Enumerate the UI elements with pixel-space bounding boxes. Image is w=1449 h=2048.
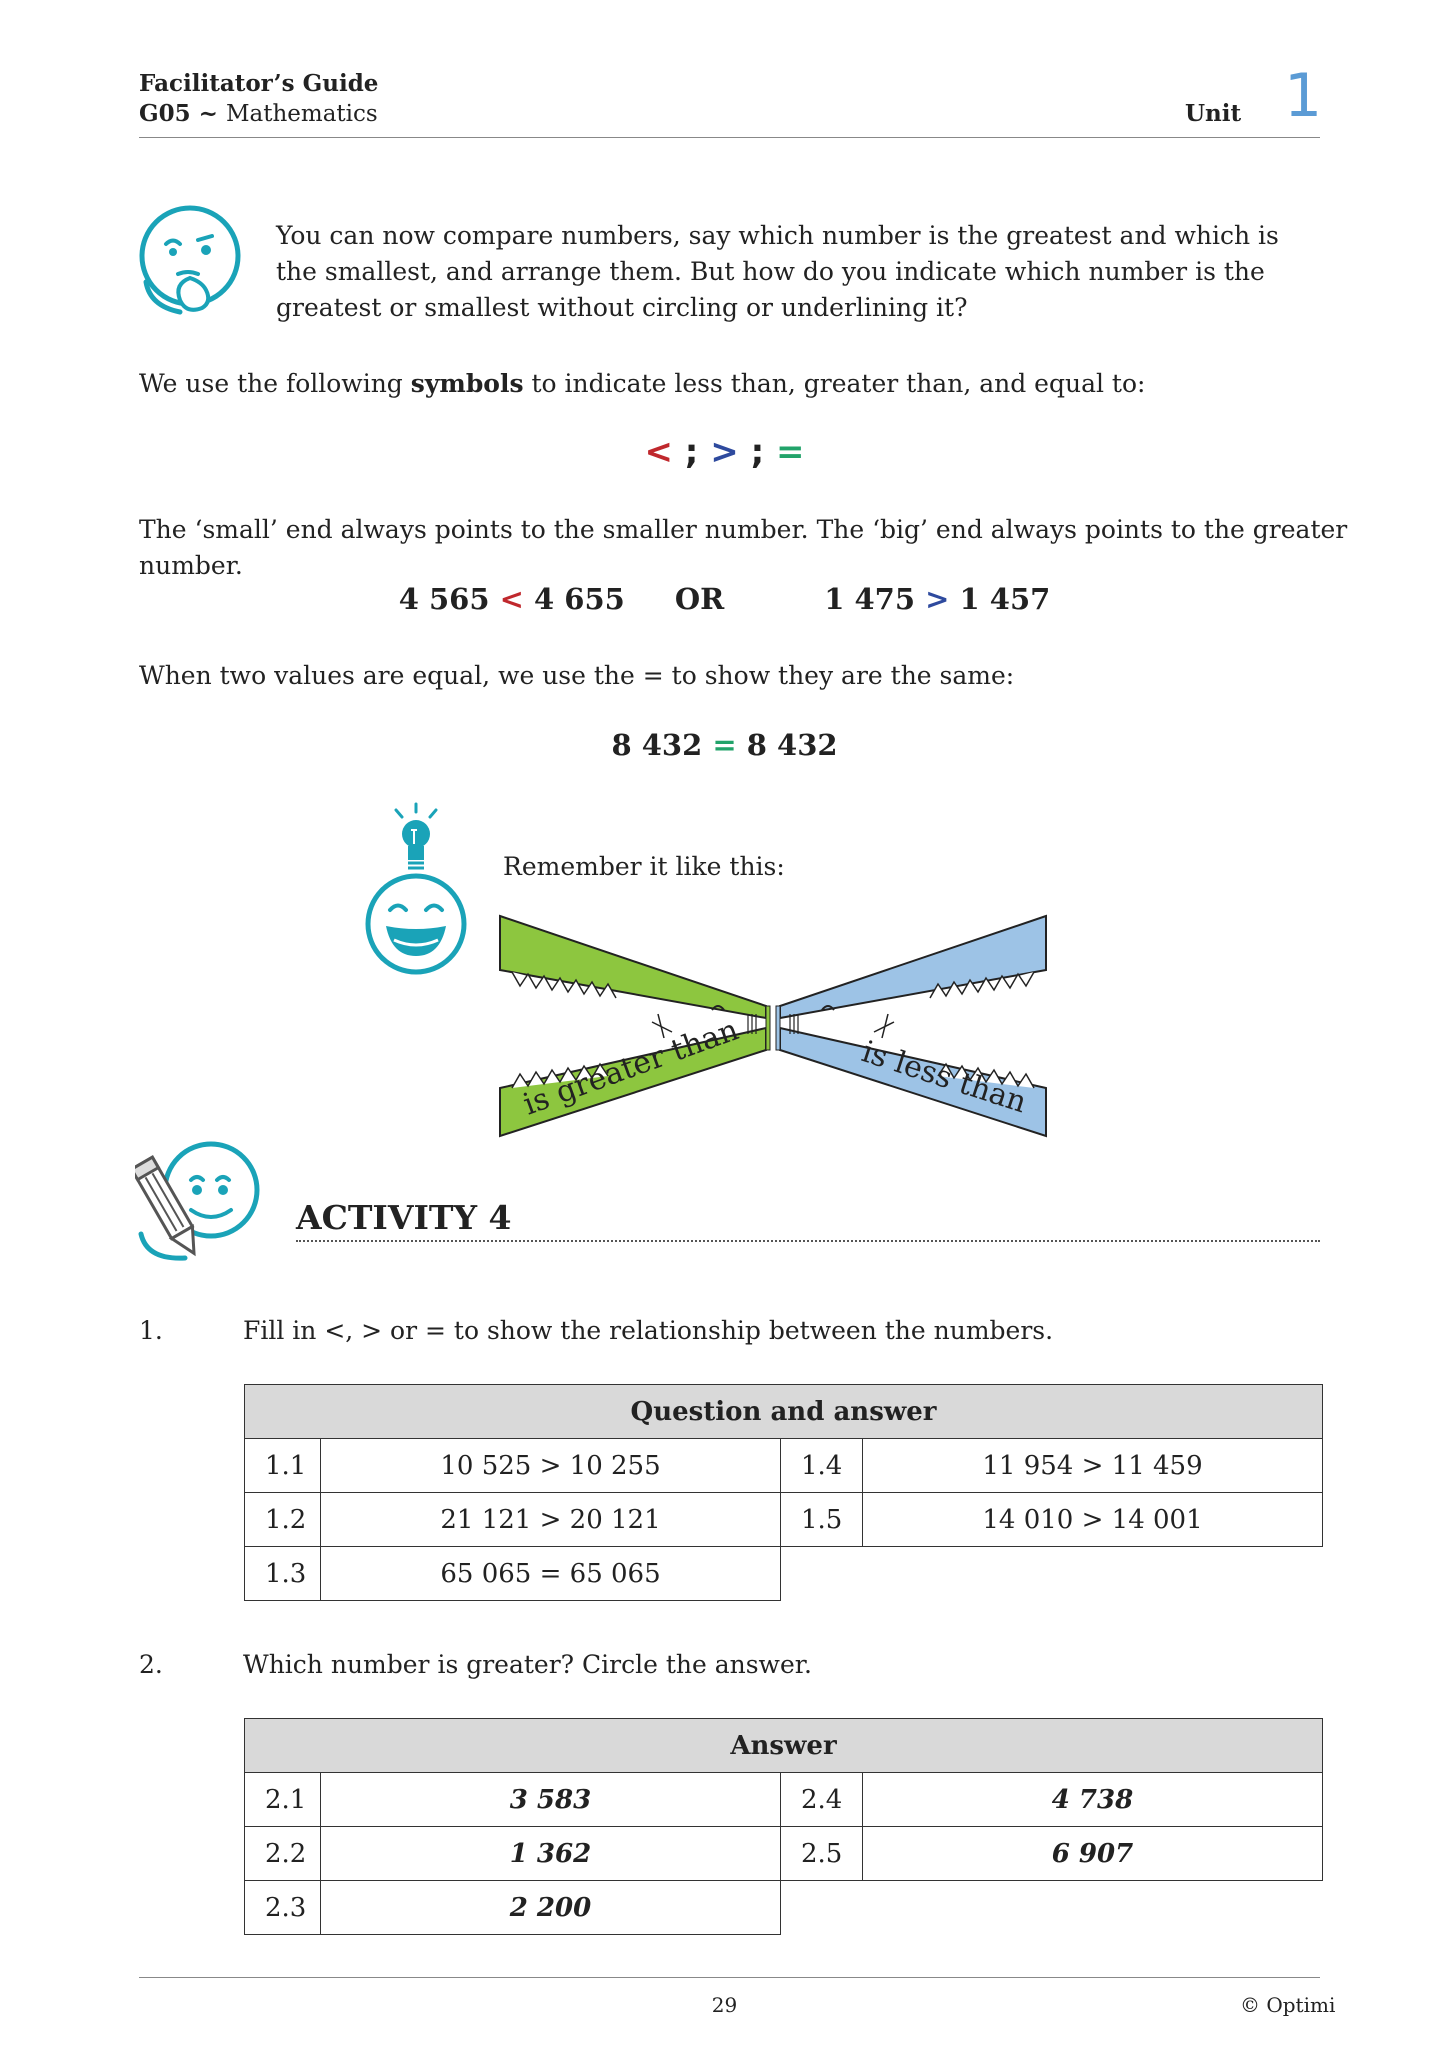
footer-divider (139, 1977, 1320, 1978)
item-answer: 6 907 (863, 1827, 1323, 1881)
item-answer: 65 065 = 65 065 (321, 1547, 781, 1601)
equal-symbol: = (776, 432, 805, 472)
table-header: Answer (245, 1719, 1323, 1773)
question-2-table (244, 1718, 1323, 1935)
symbols-sentence-end: to indicate less than, greater than, and equal to: (523, 369, 1146, 398)
less-than-label: is less than (857, 1034, 1031, 1121)
empty-cell (781, 1547, 1323, 1601)
example-a-right: 4 655 (523, 582, 625, 616)
equal-example-right: 8 432 (736, 728, 838, 762)
equal-explanation: When two values are equal, we use the = to show they are the same: (139, 661, 1015, 690)
question-2-text: Which number is greater? Circle the answer. (243, 1650, 812, 1679)
activity-divider (296, 1240, 1320, 1242)
item-answer: 21 121 > 20 121 (321, 1493, 781, 1547)
header-divider (139, 137, 1320, 138)
item-answer: 4 738 (863, 1773, 1323, 1827)
less-than-symbol: < (644, 432, 673, 472)
empty-cell (781, 1881, 1323, 1935)
greater-than-label: is greater than (518, 1012, 744, 1123)
item-number: 1.1 (245, 1439, 321, 1493)
symbols-sentence-start: We use the following (139, 369, 411, 398)
table-row (245, 1439, 1323, 1493)
greater-than-symbol: > (710, 432, 739, 472)
item-number: 1.5 (781, 1493, 863, 1547)
greater-than-crocodile (500, 916, 770, 1136)
symbols-row (0, 432, 1449, 472)
less-than-crocodile (776, 916, 1046, 1136)
table-header: Question and answer (245, 1385, 1323, 1439)
question-1-text: Fill in <, > or = to show the relationship between the numbers. (243, 1316, 1054, 1345)
table-row (245, 1773, 1323, 1827)
table-row (245, 1827, 1323, 1881)
unit-number: 1 (1284, 61, 1323, 131)
lightbulb-face-icon (360, 800, 472, 975)
table-row (245, 1547, 1323, 1601)
remember-text: Remember it like this: (503, 852, 785, 881)
symbols-keyword: symbols (410, 369, 524, 398)
question-1-number: 1. (139, 1316, 163, 1345)
item-number: 1.3 (245, 1547, 321, 1601)
comparison-examples (0, 582, 1449, 616)
item-answer: 1 362 (321, 1827, 781, 1881)
small-big-explanation: The ‘small’ end always points to the smaller number. The ‘big’ end always points to the greater number. (139, 515, 1348, 580)
intro-paragraph: You can now compare numbers, say which number is the greatest and which is the smallest, and arrange them. But how do you indicate which number is the greatest or smallest without circling or underlining it? (276, 221, 1279, 322)
example-b-right: 1 457 (949, 582, 1051, 616)
question-1-table (244, 1384, 1323, 1601)
example-a-symbol: < (499, 582, 524, 616)
example-a-left: 4 565 (398, 582, 500, 616)
example-b-symbol: > (925, 582, 950, 616)
table-row (245, 1493, 1323, 1547)
item-number: 1.4 (781, 1439, 863, 1493)
item-answer: 3 583 (321, 1773, 781, 1827)
item-number: 2.1 (245, 1773, 321, 1827)
item-number: 2.5 (781, 1827, 863, 1881)
thinking-face-icon (138, 204, 244, 322)
item-answer: 2 200 (321, 1881, 781, 1935)
grade: G05 (139, 100, 191, 127)
item-number: 2.4 (781, 1773, 863, 1827)
equal-example-left: 8 432 (611, 728, 713, 762)
activity-title: ACTIVITY 4 (296, 1198, 512, 1237)
item-answer: 10 525 > 10 255 (321, 1439, 781, 1493)
item-number: 2.3 (245, 1881, 321, 1935)
or-word: OR (674, 582, 725, 616)
item-answer: 11 954 > 11 459 (863, 1439, 1323, 1493)
equal-example (0, 728, 1449, 762)
symbol-separator: ; (738, 432, 777, 472)
symbols-sentence (139, 366, 1145, 402)
unit-label: Unit (1185, 100, 1242, 127)
equal-example-symbol: = (712, 728, 737, 762)
page-number: 29 (711, 1993, 738, 2017)
pencil-face-icon (135, 1140, 265, 1270)
guide-title: Facilitator’s Guide (139, 70, 379, 97)
grade-subject (139, 100, 378, 127)
item-number: 1.2 (245, 1493, 321, 1547)
item-number: 2.2 (245, 1827, 321, 1881)
question-2-number: 2. (139, 1650, 163, 1679)
example-b-left: 1 475 (824, 582, 926, 616)
subject: Mathematics (225, 101, 378, 127)
table-row (245, 1881, 1323, 1935)
grade-separator: ~ (190, 100, 226, 127)
crocodile-illustration (498, 910, 1048, 1142)
item-answer: 14 010 > 14 001 (863, 1493, 1323, 1547)
symbol-separator: ; (672, 432, 711, 472)
copyright: © Optimi (1240, 1993, 1336, 2017)
